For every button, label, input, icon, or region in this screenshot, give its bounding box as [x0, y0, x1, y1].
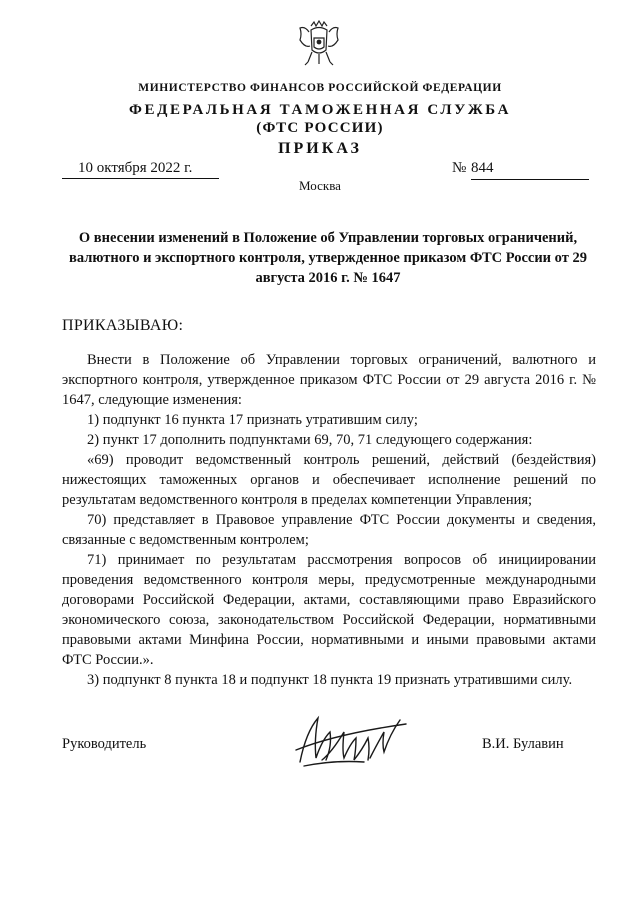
paragraph: 70) представляет в Правовое управление ФТС России документы и сведения, связанные с ведомственным контролем;: [62, 512, 596, 548]
signatory-role: Руководитель: [62, 736, 147, 752]
ministry-name: МИНИСТЕРСТВО ФИНАНСОВ РОССИЙСКОЙ ФЕДЕРАЦИИ: [138, 82, 502, 94]
document-title: О внесении изменений в Положение об Управлении торговых ограничений, валютного и экспортного контроля, утвержденное приказом ФТС России от 29 августа 2016 г. № 1647: [69, 230, 587, 286]
paragraph: Внести в Положение об Управлении торговых ограничений, валютного и экспортного контроля, утвержденное приказом ФТС России от 29 августа 2016 г. № 1647, следующие изменения:: [62, 352, 596, 408]
decree-word: ПРИКАЗЫВАЮ:: [62, 317, 184, 334]
order-number: 844: [471, 160, 589, 180]
service-name: ФЕДЕРАЛЬНАЯ ТАМОЖЕННАЯ СЛУЖБА: [128, 102, 512, 118]
paragraph: 2) пункт 17 дополнить подпунктами 69, 70, 71 следующего содержания:: [87, 432, 533, 448]
signatory-name: В.И. Булавин: [482, 736, 564, 752]
paragraph: «69) проводит ведомственный контроль решений, действий (бездействия) нижестоящих таможенных органов и обеспечивает исполнение решений по результатам ведомственного контроля в пределах компетенции Управления;: [62, 452, 596, 508]
coat-of-arms-icon: [296, 18, 342, 72]
paragraph: 71) принимает по результатам рассмотрения вопросов об инициировании проведения ведомственного контроля меры, предусмотренные международными договорами Российской Федерации, актами, составляющими право Евразийского экономического союза, законодательством Российской Федерации, нормативными правовыми актами Минфина России, нормативными и иными правовыми актами ФТС России.».: [62, 552, 596, 668]
document-type: ПРИКАЗ: [278, 140, 362, 157]
order-date: 10 октября 2022 г.: [62, 160, 219, 179]
handwritten-signature: [292, 710, 410, 772]
number-sign: №: [452, 160, 467, 176]
service-abbreviation: (ФТС РОССИИ): [256, 120, 384, 136]
document-body: [62, 350, 596, 690]
paragraph: 3) подпункт 8 пункта 18 и подпункт 18 пункта 19 признать утратившими силу.: [87, 672, 573, 688]
paragraph: 1) подпункт 16 пункта 17 признать утратившим силу;: [87, 412, 418, 428]
city: Москва: [299, 178, 341, 193]
